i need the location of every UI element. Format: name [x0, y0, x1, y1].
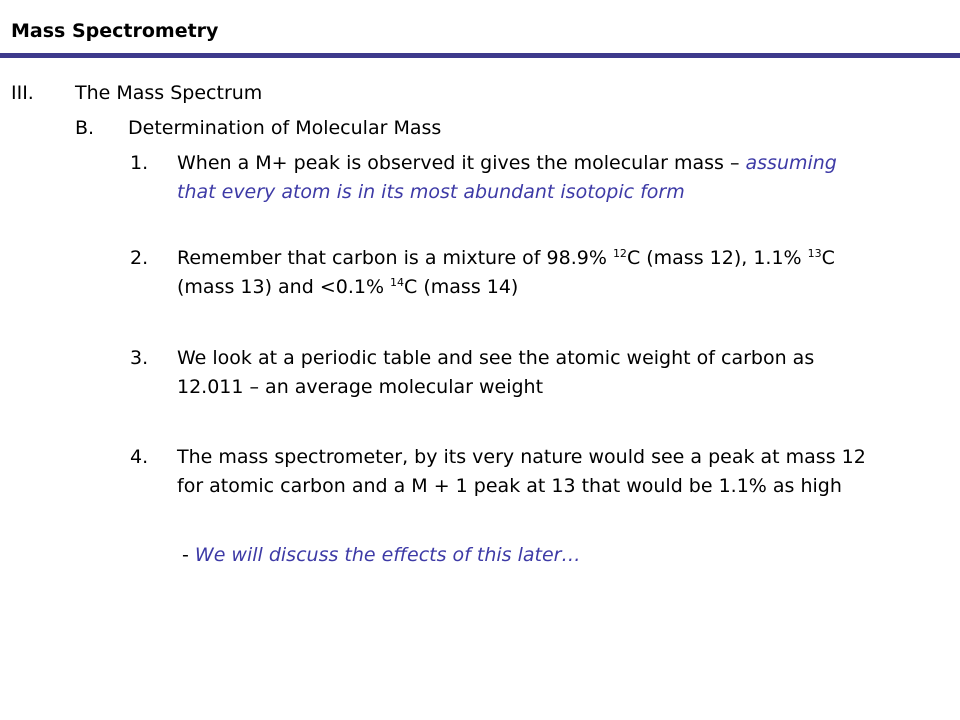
- list-item-number: 1.: [130, 152, 149, 174]
- note-dash: -: [182, 544, 195, 566]
- slide-title: Mass Spectrometry: [11, 20, 219, 42]
- item-2-text: C: [821, 247, 835, 269]
- item-4-text: for atomic carbon and a M + 1 peak at 13 that would be 1.1% as high: [177, 475, 842, 497]
- isotope-superscript: 12: [612, 247, 627, 260]
- item-2-text: C (mass 12), 1.1%: [626, 247, 808, 269]
- item-2-text: Remember that carbon is a mixture of 98.9%: [177, 247, 613, 269]
- isotope-superscript: 13: [807, 247, 822, 260]
- list-item-number: 2.: [130, 247, 149, 269]
- item-3-text: 12.011 – an average molecular weight: [177, 376, 544, 398]
- list-item-number: 3.: [130, 347, 149, 369]
- item-2-text: (mass 13) and <0.1%: [177, 276, 391, 298]
- note: [182, 543, 580, 568]
- list-item-line: [177, 275, 518, 300]
- subsection-letter: B.: [75, 117, 95, 139]
- subsection-text: Determination of Molecular Mass: [128, 117, 442, 139]
- section-text: The Mass Spectrum: [75, 82, 263, 104]
- list-item-number: 4.: [130, 446, 149, 468]
- item-1-emphasis-continued: that every atom is in its most abundant isotopic form: [177, 181, 685, 203]
- item-3-text: We look at a periodic table and see the atomic weight of carbon as: [177, 347, 815, 369]
- item-4-text: The mass spectrometer, by its very nature would see a peak at mass 12: [177, 446, 866, 468]
- item-1-text: When a M+ peak is observed it gives the molecular mass –: [177, 152, 746, 174]
- title-divider: [0, 53, 960, 58]
- isotope-superscript: 14: [390, 276, 405, 289]
- item-1-emphasis: assuming: [745, 152, 837, 174]
- list-item-line: [177, 246, 835, 271]
- note-text: We will discuss the effects of this later…: [194, 544, 581, 566]
- item-2-text: C (mass 14): [404, 276, 519, 298]
- section-numeral: III.: [11, 82, 34, 104]
- list-item-line: [177, 151, 837, 176]
